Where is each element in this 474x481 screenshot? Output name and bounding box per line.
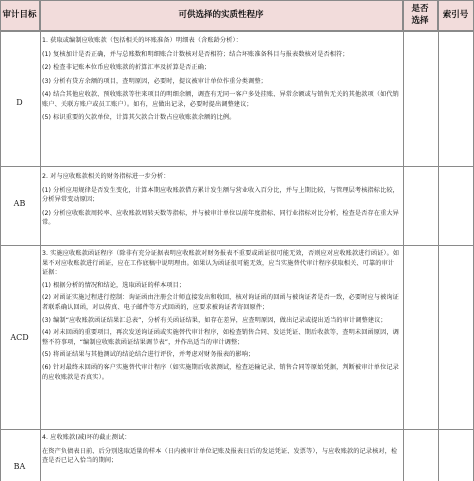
procedure-item: (6) 针对最终未回函的客户实施替代审计程序（如实施期后收款测试，检查运输记录、销售合同等原始凭据，判断被审计单位记录的应收账款是否真实）。: [42, 363, 399, 381]
procedure-item: (2) 分析应收账款周转率、应收账款周转天数等指标，并与被审计单位以前年度指标、同行业指标对比分析，检查是否存在重大异常。: [42, 209, 399, 227]
procedure-item: (3) 分析有贷方余额的项目，查明原因，必要时，提议被审计单位作重分类调整；: [42, 77, 267, 85]
grid-line: [40, 0, 41, 481]
procedure-item: (3) 编制“应收账款函证结果汇总表”，分析有关函证结果，如存在差异，应查明原因，做出记录或提出适当的审计调整建议；: [42, 316, 387, 324]
procedure-item: (2) 对函证实施过程进行控制：询证函由注册会计师直接发出和收回，核对询证函的回函与被询证者是否一致，必要时应与被询证者联系确认回函，对以传真、电子邮件等方式回函的，应要求被询证者寄回原件；: [42, 294, 399, 311]
header-index-number-label: 索引号: [442, 10, 469, 20]
header-index-number: [438, 0, 474, 31]
header-selected: [403, 0, 438, 31]
procedure-item: (5) 标识重要的欠款单位，计算其欠款合计数占应收账款余额的比例。: [42, 113, 236, 121]
procedure-block: [42, 36, 400, 122]
procedure-block: [42, 433, 400, 466]
procedure-item: (4) 对未回函的重要项目，再次发送询证函或实施替代审计程序，如检查销售合同、发运凭证、期后收款等，查明未回函原因，调整不符事项，“编制应收账款函证结果调节表”，并作出适当的审计调整；: [42, 329, 399, 346]
header-selected-label: 是否选择: [411, 4, 429, 26]
procedure-item: (1) 复核加计是否正确，并与总账数和明细账合计数核对是否相符；结合坏账准备科目与报表数核对是否相符；: [42, 50, 349, 58]
header-procedures: [40, 0, 403, 31]
grid-line: [0, 0, 474, 1]
procedure-item: (5) 将函证结果与其他测试的结论结合进行评价，并考虑对财务报表的影响；: [42, 351, 255, 359]
header-procedures-label: 可供选择的实质性程序: [178, 10, 264, 20]
grid-line: [0, 429, 474, 430]
grid-line: [0, 166, 474, 167]
procedure-title: 1. 获取或编制应收账款（包括相关的坏账准备）明细表（含账龄分析）：: [42, 37, 242, 44]
grid-line: [438, 0, 439, 481]
procedure-item: (1) 根据分析的情况和结论，选取函证的样本项目；: [42, 281, 186, 289]
procedure-title: 4. 应收账款(减)坏的截止测试：: [42, 434, 131, 441]
procedure-title: 2. 对与应收账款相关的财务指标进一步分析：: [42, 173, 170, 180]
procedure-block: [42, 172, 400, 228]
grid-line: [0, 0, 1, 481]
grid-line: [0, 245, 474, 246]
procedure-item: (1) 分析应用规律是否发生变化，计算本期应收账款借方累计发生额与营业收入百分比，并与上期比较，与管理层考核指标比较，分析异常变动原因；: [42, 186, 399, 204]
header-audit-objective: [0, 0, 40, 31]
grid-line: [403, 0, 404, 481]
procedure-block: [42, 249, 400, 382]
audit-objective-code: D: [16, 98, 23, 107]
audit-objective-code: ACD: [10, 333, 29, 342]
procedure-item: 在资产负债表日前、后分别选取适量的样本（日内被审计单位记账及报表日后的发运凭证、发票等），与应收账款的记录核对，检查是否已记入恰当的期间；: [42, 447, 398, 465]
header-audit-objective-label: 审计目标: [2, 10, 37, 20]
procedure-item: (4) 结合其他应收款、预收账款等往来项目的明细余额，调查有无同一客户多处挂账、异常余额或与销售无关的其他款项（如代销账户、关联方账户或员工账户）。如有，应做出记录，必要时提出调整建议；: [42, 91, 399, 108]
grid-line: [0, 31, 474, 32]
procedure-title: 3. 实施应收账款函证程序（除非有充分证据表明应收账款对财务报表不重要或函证很可能无效，否则应对应收账款进行函证）。如果不对应收账款进行函证，应在工作底稿中说明理由。如果认为函证很可能无效，应当实施替代审计程序获取相关、可靠的审计证据：: [42, 250, 400, 277]
procedure-item: (2) 检查非记账本位币应收账款的折算汇率及折算是否正确；: [42, 64, 211, 72]
audit-objective-code: BA: [13, 462, 26, 471]
audit-objective-code: AB: [13, 199, 26, 208]
